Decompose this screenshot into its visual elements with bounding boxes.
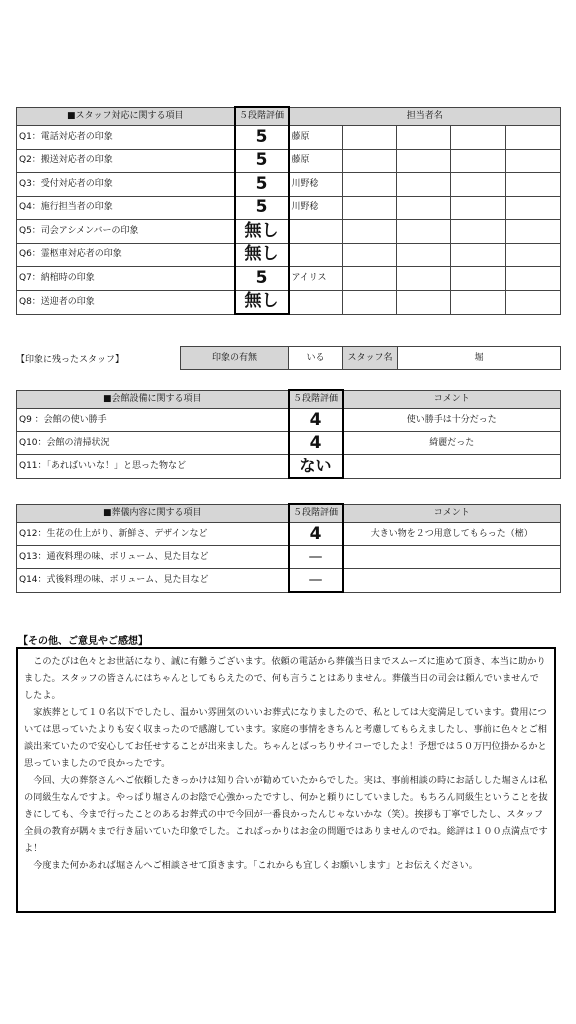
opinions-box	[16, 647, 556, 913]
opinion-paragraph: 今度また何かあれば堀さんへご相談させて頂きます。「これからも宜しくお願いします」とお伝えください。	[33, 860, 478, 871]
score-value: —	[289, 569, 343, 593]
table-row	[17, 455, 561, 479]
table-row	[17, 173, 561, 197]
comment-value: 大きい物を２つ用意してもらった（樒）	[343, 523, 561, 546]
table-row	[17, 432, 561, 455]
staff-name: アイリス	[289, 267, 343, 291]
table-row	[17, 243, 561, 267]
staff-name: 藤原	[289, 126, 343, 150]
opinions-title: 【その他、ご意見やご感想】	[18, 636, 148, 647]
question-label: Q9 ：会館の使い勝手	[17, 409, 289, 432]
score-value: 4	[289, 409, 343, 432]
staff-evaluation-table	[16, 106, 561, 315]
score-value: 無し	[235, 290, 289, 314]
impression-table	[180, 346, 561, 370]
question-label: Q14：式後料理の味、ボリューム、見た目など	[17, 569, 289, 593]
question-label: Q2：搬送対応者の印象	[17, 149, 235, 173]
staff-name: 川野稔	[289, 196, 343, 220]
question-label: Q6：霊柩車対応者の印象	[17, 243, 235, 267]
staff-name	[289, 220, 343, 244]
question-label: Q4：施行担当者の印象	[17, 196, 235, 220]
question-label: Q12：生花の仕上がり、新鮮さ、デザインなど	[17, 523, 289, 546]
score-value: ない	[289, 455, 343, 479]
comment-value: 使い勝手は十分だった	[343, 409, 561, 432]
score-value: 4	[289, 523, 343, 546]
question-label: Q5：司会アシメンバーの印象	[17, 220, 235, 244]
table-row	[17, 546, 561, 569]
table-row	[17, 149, 561, 173]
score-value: —	[289, 546, 343, 569]
score-value: 5	[235, 126, 289, 150]
question-label: Q7：納棺時の印象	[17, 267, 235, 291]
staff-name: 藤原	[289, 149, 343, 173]
table-row	[17, 267, 561, 291]
table-header-row	[17, 390, 561, 409]
score-value: 無し	[235, 220, 289, 244]
presence-label: 印象の有無	[181, 347, 289, 370]
table-row	[17, 569, 561, 593]
item-header: ■会館設備に関する項目	[17, 390, 289, 409]
opinion-paragraph: 家族葬として１０名以下でしたし、温かい雰囲気のいいお葬式になりましたので、私としては大変満足しています。費用については思っていたよりも安く収まったので感謝しています。家庭の事情をきちんと考慮してもらえましたし、事前に色々とご相談出来ていたので安心してお任せすることが出来ました。ちゃんとばっちりサイコーでしたよ！予想では５０万円位掛かるかと思っていましたので良かったです。	[24, 707, 547, 769]
table-row	[17, 290, 561, 314]
comment-value	[343, 455, 561, 479]
table-row	[17, 523, 561, 546]
score-value: 5	[235, 173, 289, 197]
staff-name	[289, 290, 343, 314]
score-header: ５段階評価	[289, 504, 343, 523]
facility-evaluation-table	[16, 389, 561, 479]
staff-name-label: スタッフ名	[343, 347, 398, 370]
score-value: 5	[235, 196, 289, 220]
score-value: 4	[289, 432, 343, 455]
table-header-row	[17, 504, 561, 523]
score-value: 無し	[235, 243, 289, 267]
item-header: ■葬儀内容に関する項目	[17, 504, 289, 523]
item-header: ■スタッフ対応に関する項目	[17, 107, 235, 126]
question-label: Q10：会館の清掃状況	[17, 432, 289, 455]
score-value: 5	[235, 267, 289, 291]
question-label: Q1：電話対応者の印象	[17, 126, 235, 150]
question-label: Q13：通夜料理の味、ボリューム、見た目など	[17, 546, 289, 569]
score-header: ５段階評価	[289, 390, 343, 409]
staff-name: 川野稔	[289, 173, 343, 197]
table-row	[17, 220, 561, 244]
staff-name-value: 堀	[398, 347, 561, 370]
comment-header: コメント	[343, 390, 561, 409]
opinion-paragraph: 今回、大の葬祭さんへご依頼したきっかけは知り合いが勧めていたからでした。実は、事前相談の時にお話しした堀さんは私の同級生なんですよ。やっぱり堀さんのお陰で心強かったですし、何かと頼りにしていました。もちろん同級生ということを抜きにしても、今まで行ったことのあるお葬式の中で今回が一番良かったんじゃないかな（笑）。挨拶も丁寧でしたし、スタッフ全員の教育が隅々まで行き届いていた印象でした。これぱっかりはお金の問題ではありませんのでね。総評は１００点満点ですよ！	[24, 775, 548, 854]
score-value: 5	[235, 149, 289, 173]
question-label: Q8：送迎者の印象	[17, 290, 235, 314]
person-header: 担当者名	[289, 107, 561, 126]
comment-value	[343, 546, 561, 569]
table-row	[17, 409, 561, 432]
comment-value	[343, 569, 561, 593]
comment-header: コメント	[343, 504, 561, 523]
table-row	[17, 126, 561, 150]
table-header-row	[17, 107, 561, 126]
score-header: ５段階評価	[235, 107, 289, 126]
comment-value: 綺麗だった	[343, 432, 561, 455]
impression-row	[181, 347, 561, 370]
presence-value: いる	[289, 347, 343, 370]
table-row	[17, 196, 561, 220]
opinion-paragraph: このたびは色々とお世話になり、誠に有難うございます。依頼の電話から葬儀当日までスムーズに進めて頂き、本当に助かりました。スタッフの皆さんにはちゃんとしてもらえたので、何も言うことはありません。葬儀当日の司会は頼んでいませんでしたよ。	[24, 656, 546, 701]
impression-label: 【印象に残ったスタッフ】	[16, 355, 125, 365]
question-label: Q11：「あればいいな！」と思った物など	[17, 455, 289, 479]
staff-name	[289, 243, 343, 267]
funeral-evaluation-table	[16, 503, 561, 593]
question-label: Q3：受付対応者の印象	[17, 173, 235, 197]
